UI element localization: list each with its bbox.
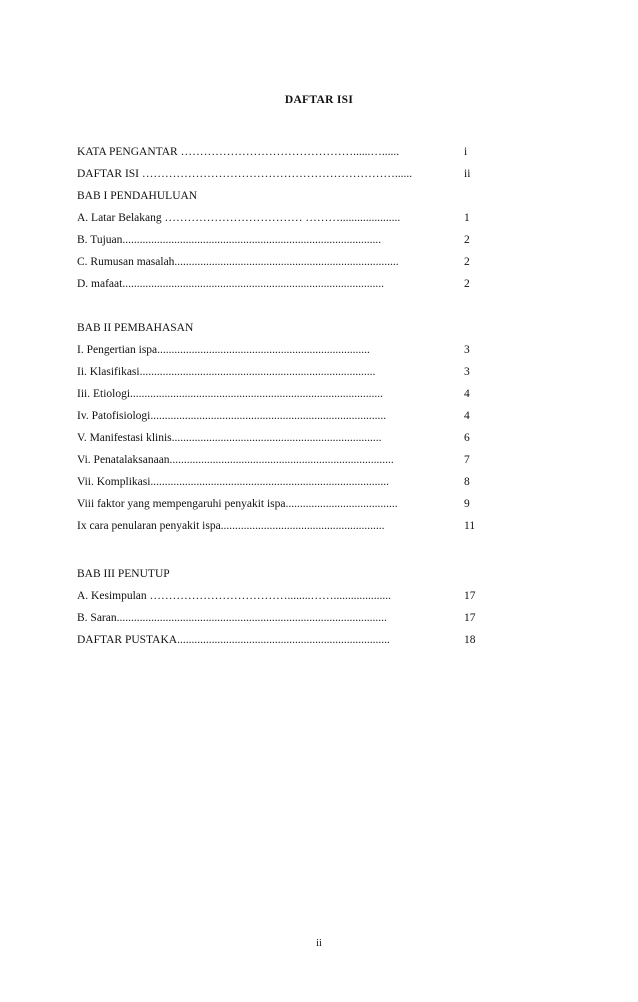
toc-entry-text: Iii. Etiologi........................................................................................ xyxy=(77,388,384,400)
toc-entry xyxy=(77,144,479,160)
toc-entry-page: 8 xyxy=(464,476,470,488)
toc-entry-text: B. Tujuan.......................................................................................... xyxy=(77,234,382,246)
toc-entry xyxy=(77,610,479,626)
toc-entry xyxy=(77,632,479,648)
toc-heading-text: BAB I PENDAHULUAN xyxy=(77,190,198,202)
toc-entry-page: 18 xyxy=(464,634,476,646)
toc-entry-text: A. Kesimpulan ………………………………........…….................... xyxy=(77,590,392,602)
toc-entry-page: 17 xyxy=(464,612,476,624)
toc-entry xyxy=(77,518,479,534)
toc-entry-page: 2 xyxy=(464,278,470,290)
toc-entry-text: Vi. Penatalaksanaan.............................................................................. xyxy=(77,454,394,466)
toc-entry xyxy=(77,408,479,424)
toc-entry xyxy=(77,430,479,446)
toc-entry xyxy=(77,276,479,292)
toc-entry xyxy=(77,386,479,402)
toc-entry-page: 4 xyxy=(464,388,470,400)
toc-entry-text: V. Manifestasi klinis......................................................................... xyxy=(77,432,382,444)
toc-heading-text: BAB II PEMBAHASAN xyxy=(77,322,194,334)
toc-section-heading xyxy=(77,566,479,582)
toc-entry-text: Vii. Komplikasi................................................................................... xyxy=(77,476,390,488)
toc-entry-text: B. Saran.............................................................................................. xyxy=(77,612,387,624)
toc-entry-text: Iv. Patofisiologi.................................................................................. xyxy=(77,410,387,422)
toc-entry-text: Viii faktor yang mempengaruhi penyakit ispa....................................... xyxy=(77,498,398,510)
toc-entry-text: D. mafaat........................................................................................... xyxy=(77,278,384,290)
page-title: DAFTAR ISI xyxy=(284,94,354,106)
toc-entry xyxy=(77,474,479,490)
toc-entry-page: ii xyxy=(464,168,471,180)
toc-entry-text: KATA PENGANTAR ………………………………………......…...... xyxy=(77,146,400,158)
toc-entry-page: i xyxy=(464,146,468,158)
toc-entry-page: 2 xyxy=(464,234,470,246)
toc-entry xyxy=(77,496,479,512)
toc-entry xyxy=(77,166,479,182)
toc-entry-text: I. Pengertian ispa.......................................................................... xyxy=(77,344,370,356)
toc-entry xyxy=(77,210,479,226)
toc-entry xyxy=(77,342,479,358)
toc-section-heading xyxy=(77,320,479,336)
toc-entry-page: 7 xyxy=(464,454,470,466)
toc-entry xyxy=(77,364,479,380)
toc-entry-page: 9 xyxy=(464,498,470,510)
toc-entry-page: 3 xyxy=(464,366,470,378)
toc-entry xyxy=(77,254,479,270)
toc-entry-text: A. Latar Belakang ……………………………… ………..................... xyxy=(77,212,401,224)
toc-entry-text: Ii. Klasifikasi.................................................................................. xyxy=(77,366,376,378)
toc-entry xyxy=(77,588,479,604)
toc-entry-text: Ix cara penularan penyakit ispa......................................................... xyxy=(77,520,385,532)
toc-entry xyxy=(77,232,479,248)
toc-entry-text: DAFTAR PUSTAKA.......................................................................... xyxy=(77,634,390,646)
toc-entry-page: 6 xyxy=(464,432,470,444)
toc-section-heading xyxy=(77,188,479,204)
toc-entry-page: 11 xyxy=(464,520,476,532)
toc-entry-page: 17 xyxy=(464,590,476,602)
page-number-footer: ii xyxy=(316,938,322,949)
toc-entry-page: 1 xyxy=(464,212,470,224)
toc-heading-text: BAB III PENUTUP xyxy=(77,568,170,580)
toc-entry-page: 3 xyxy=(464,344,470,356)
toc-entry-page: 2 xyxy=(464,256,470,268)
toc-entry-text: C. Rumusan masalah.............................................................................. xyxy=(77,256,399,268)
toc-entry-text: DAFTAR ISI …………………………………………………………...... xyxy=(77,168,413,180)
toc-entry xyxy=(77,452,479,468)
toc-entry-page: 4 xyxy=(464,410,470,422)
